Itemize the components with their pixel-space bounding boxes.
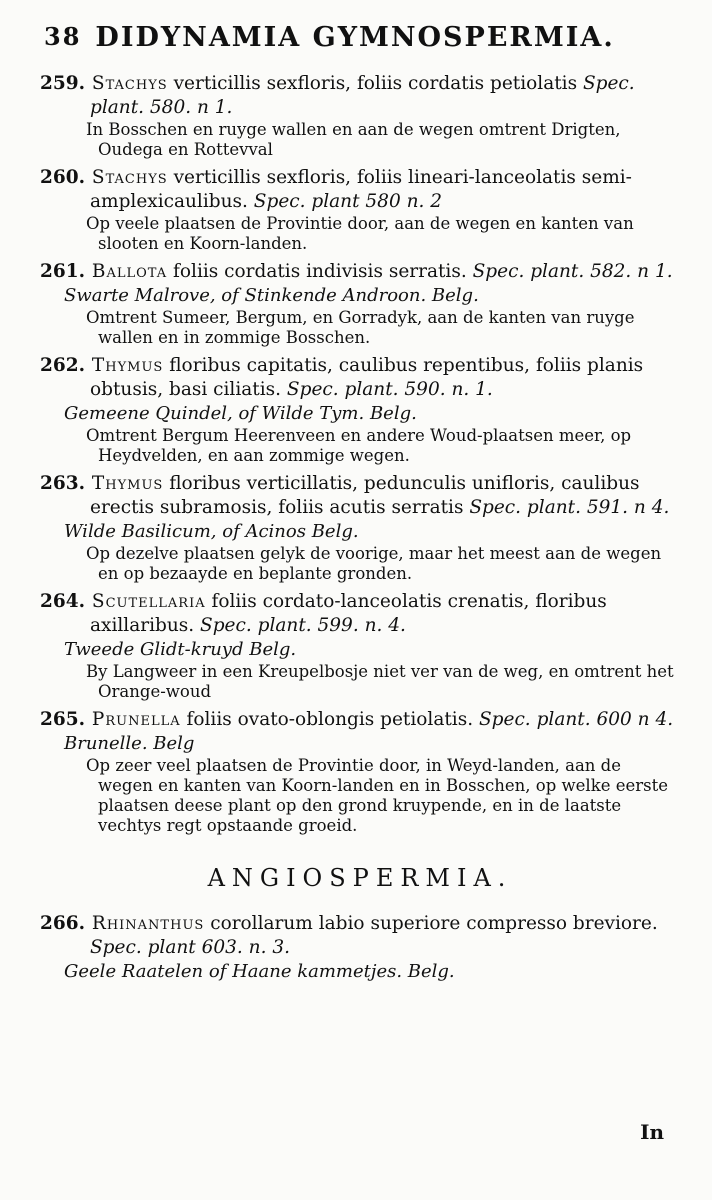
species-plantarum-reference: Spec. plant 580 n. 2 bbox=[253, 191, 443, 212]
genus-name: Scutellaria bbox=[91, 591, 206, 612]
species-entry bbox=[40, 912, 680, 984]
vernacular-name bbox=[40, 402, 680, 426]
page-title: DIDYNAMIA GYMNOSPERMIA. bbox=[95, 22, 615, 53]
section-heading: ANGIOSPERMIA. bbox=[207, 864, 513, 892]
genus-name: Thymus bbox=[91, 355, 164, 376]
species-plantarum-reference: Spec. plant. 582. n 1. bbox=[472, 261, 673, 282]
genus-name: Ballota bbox=[91, 261, 168, 282]
habitat-note: Op zeer veel plaatsen de Provintie door, in Weyd-landen, aan de wegen en kanten van Koorn-landen en in Bosschen, op welke eerste plaatsen deese plant op den grond kruypende, en in de laatste vechtys regt opstaande groeid. bbox=[86, 756, 668, 835]
species-entry bbox=[40, 472, 680, 584]
diagnosis-text: corollarum labio superiore compresso breviore. bbox=[210, 913, 658, 934]
vernacular-name-text: Tweede Glidt-kruyd Belg. bbox=[64, 639, 297, 660]
species-plantarum-reference: Spec. plant. 599. n. 4. bbox=[200, 615, 406, 636]
species-entry bbox=[40, 72, 680, 160]
gymnospermia-entries bbox=[40, 72, 680, 836]
genus-name: Thymus bbox=[91, 473, 164, 494]
entry-diagnosis-line bbox=[40, 590, 680, 638]
vernacular-name bbox=[40, 284, 680, 308]
entry-diagnosis-line bbox=[40, 166, 680, 214]
diagnosis-text: floribus verticillatis, pedunculis unifloris, caulibus erectis subramosis, foliis acutis serratis bbox=[90, 473, 640, 518]
diagnosis-text: foliis cordato-lanceolatis crenatis, floribus axillaribus. bbox=[90, 591, 607, 636]
species-plantarum-reference: Spec. plant. 591. n 4. bbox=[469, 497, 670, 518]
habitat-note: Omtrent Sumeer, Bergum, en Gorradyk, aan de kanten van ruyge wallen en in zommige Bosschen. bbox=[86, 308, 635, 347]
vernacular-name-text: Brunelle. Belg bbox=[64, 733, 195, 754]
diagnosis-text: verticillis sexfloris, foliis cordatis petiolatis bbox=[173, 73, 578, 94]
genus-name: Rhinanthus bbox=[91, 913, 205, 934]
entry-diagnosis-line bbox=[40, 472, 680, 520]
habitat-note: In Bosschen en ruyge wallen en aan de wegen omtrent Drigten, Oudega en Rottevval bbox=[86, 120, 621, 159]
vernacular-name bbox=[40, 638, 680, 662]
entry-number: 262. bbox=[40, 355, 86, 376]
diagnosis-text: foliis ovato-oblongis petiolatis. bbox=[186, 709, 474, 730]
species-entry bbox=[40, 708, 680, 836]
entry-diagnosis-line bbox=[40, 260, 680, 284]
angiospermia-entries bbox=[40, 912, 680, 984]
habitat-note: By Langweer in een Kreupelbosje niet ver van de weg, en omtrent het Orange-woud bbox=[86, 662, 674, 701]
diagnosis-text: floribus capitatis, caulibus repentibus, foliis planis obtusis, basi ciliatis. bbox=[90, 355, 644, 400]
entry-diagnosis-line bbox=[40, 708, 680, 732]
entry-number: 265. bbox=[40, 709, 86, 730]
species-entry bbox=[40, 166, 680, 254]
genus-name: Stachys bbox=[91, 73, 168, 94]
habitat-note: Op veele plaatsen de Provintie door, aan de wegen en kanten van slooten en Koorn-landen. bbox=[86, 214, 634, 253]
habitat-note: Omtrent Bergum Heerenveen en andere Woud-plaatsen meer, op Heydvelden, en aan zommige wegen. bbox=[86, 426, 632, 465]
vernacular-name-text: Swarte Malrove, of Stinkende Androon. Belg. bbox=[64, 285, 479, 306]
habitat-note: Op dezelve plaatsen gelyk de voorige, maar het meest aan de wegen en op bezaayde en beplante gronden. bbox=[86, 544, 662, 583]
species-entry bbox=[40, 354, 680, 466]
entry-number: 263. bbox=[40, 473, 86, 494]
catchword: In bbox=[640, 1120, 664, 1144]
entry-number: 260. bbox=[40, 167, 86, 188]
genus-name: Stachys bbox=[91, 167, 168, 188]
species-plantarum-reference: Spec. plant. 580. n 1. bbox=[90, 73, 635, 118]
species-list bbox=[40, 72, 680, 984]
entry-number: 264. bbox=[40, 591, 86, 612]
diagnosis-text: verticillis sexfloris, foliis lineari-lanceolatis semi-amplexicaulibus. bbox=[90, 167, 632, 212]
species-plantarum-reference: Spec. plant. 590. n. 1. bbox=[286, 379, 493, 400]
species-entry bbox=[40, 260, 680, 348]
vernacular-name-text: Geele Raatelen of Haane kammetjes. Belg. bbox=[64, 961, 455, 982]
page-number: 38 bbox=[44, 22, 82, 51]
vernacular-name bbox=[40, 960, 680, 984]
vernacular-name-text: Wilde Basilicum, of Acinos Belg. bbox=[64, 521, 359, 542]
species-entry bbox=[40, 590, 680, 702]
entry-number: 261. bbox=[40, 261, 86, 282]
species-plantarum-reference: Spec. plant 603. n. 3. bbox=[90, 937, 291, 958]
vernacular-name bbox=[40, 520, 680, 544]
entry-diagnosis-line bbox=[40, 912, 680, 960]
running-header bbox=[44, 22, 684, 53]
entry-number: 266. bbox=[40, 913, 86, 934]
entry-diagnosis-line bbox=[40, 354, 680, 402]
entry-diagnosis-line bbox=[40, 72, 680, 120]
entry-number: 259. bbox=[40, 73, 86, 94]
genus-name: Prunella bbox=[91, 709, 181, 730]
vernacular-name bbox=[40, 732, 680, 756]
species-plantarum-reference: Spec. plant. 600 n 4. bbox=[478, 709, 674, 730]
vernacular-name-text: Gemeene Quindel, of Wilde Tym. Belg. bbox=[64, 403, 417, 424]
diagnosis-text: foliis cordatis indivisis serratis. bbox=[173, 261, 467, 282]
